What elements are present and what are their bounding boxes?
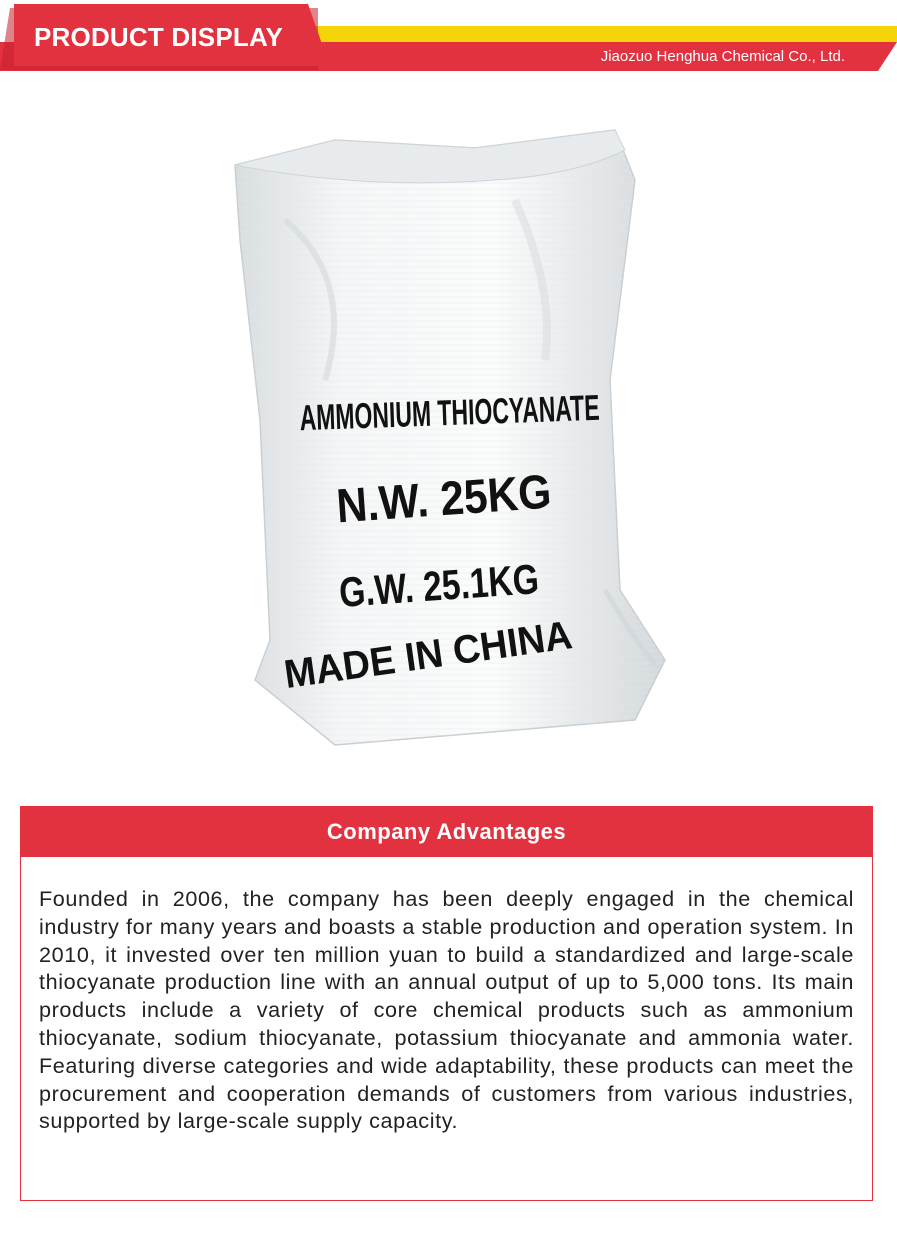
page-title: PRODUCT DISPLAY (34, 22, 284, 52)
bag-label-gross-weight: G.W. 25.1KG (337, 551, 591, 616)
bag-label-origin: MADE IN CHINA (281, 610, 592, 698)
company-name: Jiaozuo Henghua Chemical Co., Ltd. (600, 48, 845, 65)
company-advantages-panel (20, 806, 873, 1201)
company-advantages-heading: Company Advantages (21, 807, 872, 857)
product-bag-image (215, 120, 771, 760)
bag-label-product: AMMONIUM THIOCYANATE (298, 380, 771, 439)
company-advantages-text: Founded in 2006, the company has been deeply engaged in the chemical industry for many years and boasts a stable production and operation system. In 2010, it invested over ten million yuan to build a standardized and large-scale thiocyanate production line with an annual output of up to 5,000 tons. Its main products include a variety of core chemical products such as ammonium thiocyanate, sodium thiocyanate, potassium thiocyanate and ammonia water. Featuring diverse categories and wide adaptability, these products can meet the procurement and cooperation demands of customers from various industries, supported by large-scale supply capacity. (39, 886, 854, 1134)
bag-label-net-weight: N.W. 25KG (334, 463, 581, 534)
header-banner (0, 0, 897, 75)
